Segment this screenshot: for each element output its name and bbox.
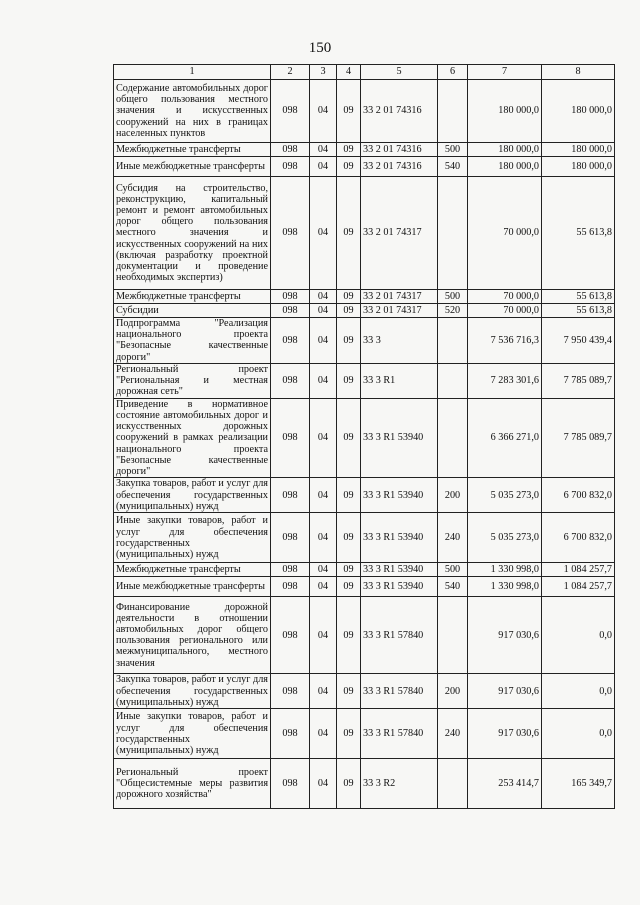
expense-type-code: 500 [438,290,468,304]
amount-col8: 180 000,0 [542,157,615,177]
target-item-code: 33 3 R1 57840 [361,674,438,709]
expense-type-code: 240 [438,513,468,563]
header-row [114,65,615,80]
admin-code: 098 [271,398,310,477]
table-row [114,143,615,157]
amount-col7: 917 030,6 [468,709,542,759]
amount-col7: 1 330 998,0 [468,577,542,597]
admin-code: 098 [271,177,310,290]
amount-col7: 253 414,7 [468,759,542,809]
amount-col8: 6 700 832,0 [542,478,615,513]
column-header-8: 8 [542,65,615,80]
expense-type-code: 500 [438,143,468,157]
column-header-3: 3 [310,65,337,80]
section-code: 04 [310,563,337,577]
expense-type-code [438,318,468,364]
row-name: Региональный проект "Региональная и местная дорожная сеть" [114,363,271,398]
amount-col8: 0,0 [542,597,615,674]
column-header-2: 2 [271,65,310,80]
amount-col7: 917 030,6 [468,674,542,709]
target-item-code: 33 3 R1 53940 [361,577,438,597]
subsection-code: 09 [337,143,361,157]
section-code: 04 [310,318,337,364]
amount-col7: 917 030,6 [468,597,542,674]
subsection-code: 09 [337,398,361,477]
amount-col7: 180 000,0 [468,80,542,143]
table-row [114,290,615,304]
amount-col8: 55 613,8 [542,304,615,318]
admin-code: 098 [271,513,310,563]
row-name: Иные закупки товаров, работ и услуг для обеспечения государственных (муниципальных) нужд [114,513,271,563]
subsection-code: 09 [337,478,361,513]
target-item-code: 33 2 01 74316 [361,143,438,157]
expense-type-code: 540 [438,157,468,177]
subsection-code: 09 [337,709,361,759]
row-name: Межбюджетные трансферты [114,143,271,157]
target-item-code: 33 3 [361,318,438,364]
row-name: Региональный проект "Общесистемные меры развития дорожного хозяйства" [114,759,271,809]
section-code: 04 [310,304,337,318]
expense-type-code [438,363,468,398]
amount-col7: 180 000,0 [468,157,542,177]
amount-col8: 180 000,0 [542,80,615,143]
table-row [114,597,615,674]
budget-table [113,64,615,809]
admin-code: 098 [271,304,310,318]
section-code: 04 [310,157,337,177]
row-name: Субсидия на строительство, реконструкцию, капитальный ремонт и ремонт автомобильных дорог общего пользования местного значения и искусственных сооружений на них (включая разработку проектной документации и проведение необходимых экспертиз) [114,177,271,290]
table-row [114,80,615,143]
amount-col8: 7 785 089,7 [542,363,615,398]
subsection-code: 09 [337,363,361,398]
row-name: Межбюджетные трансферты [114,563,271,577]
target-item-code: 33 3 R1 53940 [361,563,438,577]
subsection-code: 09 [337,177,361,290]
expense-type-code [438,398,468,477]
section-code: 04 [310,478,337,513]
subsection-code: 09 [337,157,361,177]
target-item-code: 33 3 R1 53940 [361,513,438,563]
expense-type-code [438,759,468,809]
section-code: 04 [310,709,337,759]
expense-type-code: 240 [438,709,468,759]
subsection-code: 09 [337,563,361,577]
subsection-code: 09 [337,513,361,563]
table-body [114,80,615,809]
amount-col7: 7 536 716,3 [468,318,542,364]
subsection-code: 09 [337,318,361,364]
subsection-code: 09 [337,759,361,809]
amount-col8: 180 000,0 [542,143,615,157]
page-number: 150 [308,40,332,56]
section-code: 04 [310,759,337,809]
row-name: Закупка товаров, работ и услуг для обеспечения государственных (муниципальных) нужд [114,674,271,709]
amount-col7: 5 035 273,0 [468,478,542,513]
amount-col7: 7 283 301,6 [468,363,542,398]
subsection-code: 09 [337,674,361,709]
section-code: 04 [310,363,337,398]
amount-col8: 0,0 [542,709,615,759]
row-name: Приведение в нормативное состояние автомобильных дорог и искусственных дорожных сооружений в рамках реализации национального проекта "Безопасные качественные дороги" [114,398,271,477]
admin-code: 098 [271,80,310,143]
row-name: Иные межбюджетные трансферты [114,157,271,177]
subsection-code: 09 [337,80,361,143]
table-row [114,709,615,759]
target-item-code: 33 3 R1 53940 [361,398,438,477]
amount-col8: 1 084 257,7 [542,577,615,597]
column-header-4: 4 [337,65,361,80]
expense-type-code: 200 [438,478,468,513]
row-name: Иные закупки товаров, работ и услуг для обеспечения государственных (муниципальных) нужд [114,709,271,759]
target-item-code: 33 2 01 74316 [361,80,438,143]
table-row [114,513,615,563]
section-code: 04 [310,577,337,597]
column-header-5: 5 [361,65,438,80]
target-item-code: 33 2 01 74317 [361,304,438,318]
amount-col7: 70 000,0 [468,177,542,290]
admin-code: 098 [271,318,310,364]
section-code: 04 [310,398,337,477]
table-row [114,398,615,477]
amount-col8: 1 084 257,7 [542,563,615,577]
expense-type-code [438,597,468,674]
target-item-code: 33 3 R2 [361,759,438,809]
target-item-code: 33 3 R1 53940 [361,478,438,513]
expense-type-code: 500 [438,563,468,577]
subsection-code: 09 [337,304,361,318]
amount-col8: 55 613,8 [542,177,615,290]
table-row [114,363,615,398]
expense-type-code [438,177,468,290]
row-name: Финансирование дорожной деятельности в отношении автомобильных дорог общего пользования регионального или межмуниципального, местного значения [114,597,271,674]
column-header-7: 7 [468,65,542,80]
target-item-code: 33 3 R1 57840 [361,597,438,674]
section-code: 04 [310,674,337,709]
subsection-code: 09 [337,597,361,674]
admin-code: 098 [271,363,310,398]
admin-code: 098 [271,157,310,177]
amount-col7: 180 000,0 [468,143,542,157]
amount-col8: 0,0 [542,674,615,709]
table-row [114,304,615,318]
target-item-code: 33 3 R1 [361,363,438,398]
table-row [114,759,615,809]
amount-col7: 1 330 998,0 [468,563,542,577]
row-name: Содержание автомобильных дорог общего пользования местного значения и искусственных сооружений на них в границах населенных пунктов [114,80,271,143]
target-item-code: 33 2 01 74316 [361,157,438,177]
amount-col8: 55 613,8 [542,290,615,304]
table-row [114,157,615,177]
table-row [114,177,615,290]
row-name: Иные межбюджетные трансферты [114,577,271,597]
section-code: 04 [310,143,337,157]
section-code: 04 [310,513,337,563]
table-row [114,478,615,513]
admin-code: 098 [271,563,310,577]
table-row [114,674,615,709]
column-header-1: 1 [114,65,271,80]
admin-code: 098 [271,597,310,674]
row-name: Межбюджетные трансферты [114,290,271,304]
section-code: 04 [310,290,337,304]
target-item-code: 33 3 R1 57840 [361,709,438,759]
section-code: 04 [310,177,337,290]
subsection-code: 09 [337,577,361,597]
row-name: Подпрограмма "Реализация национального проекта "Безопасные качественные дороги" [114,318,271,364]
amount-col7: 5 035 273,0 [468,513,542,563]
amount-col8: 7 785 089,7 [542,398,615,477]
section-code: 04 [310,597,337,674]
expense-type-code: 520 [438,304,468,318]
admin-code: 098 [271,143,310,157]
amount-col8: 7 950 439,4 [542,318,615,364]
amount-col8: 6 700 832,0 [542,513,615,563]
amount-col7: 6 366 271,0 [468,398,542,477]
admin-code: 098 [271,674,310,709]
admin-code: 098 [271,577,310,597]
subsection-code: 09 [337,290,361,304]
amount-col7: 70 000,0 [468,304,542,318]
expense-type-code [438,80,468,143]
target-item-code: 33 2 01 74317 [361,177,438,290]
admin-code: 098 [271,290,310,304]
expense-type-code: 200 [438,674,468,709]
table-row [114,318,615,364]
section-code: 04 [310,80,337,143]
table-row [114,563,615,577]
table-row [114,577,615,597]
admin-code: 098 [271,478,310,513]
admin-code: 098 [271,759,310,809]
row-name: Субсидии [114,304,271,318]
amount-col8: 165 349,7 [542,759,615,809]
admin-code: 098 [271,709,310,759]
amount-col7: 70 000,0 [468,290,542,304]
column-header-6: 6 [438,65,468,80]
row-name: Закупка товаров, работ и услуг для обеспечения государственных (муниципальных) нужд [114,478,271,513]
target-item-code: 33 2 01 74317 [361,290,438,304]
expense-type-code: 540 [438,577,468,597]
